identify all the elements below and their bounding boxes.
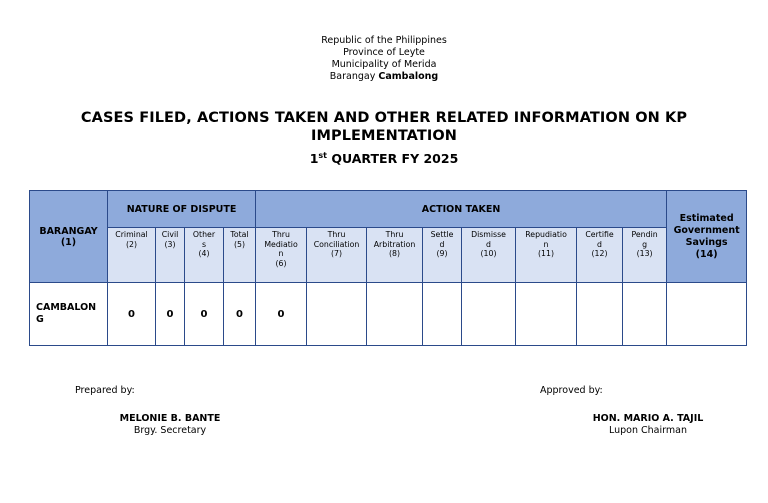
quarter-num: 1 xyxy=(309,151,319,166)
cell-col-9 xyxy=(423,283,462,346)
subheader-col-2 xyxy=(108,228,156,283)
subheader-col-12 xyxy=(577,228,623,283)
subheader-label: Repudiatio n xyxy=(525,230,567,249)
subheader-number: (8) xyxy=(389,249,401,258)
subheader-col-13 xyxy=(623,228,667,283)
subheader-label: Thru Arbitration xyxy=(373,230,416,249)
subheader-label: Settle d xyxy=(430,230,454,249)
subheader-label: Certifie d xyxy=(585,230,614,249)
barangay-header: BARANGAY (1) xyxy=(30,191,108,283)
savings-header: Estimated Government Savings (14) xyxy=(667,191,747,283)
cell-col-4: 0 xyxy=(185,283,224,346)
cell-col-13 xyxy=(623,283,667,346)
subheader-number: (12) xyxy=(591,249,608,258)
subheader-label: Other s xyxy=(192,230,216,249)
subheader-number: (5) xyxy=(233,239,246,249)
header-republic: Republic of the Philippines xyxy=(321,35,447,46)
subheader-label: Thru Mediatio n xyxy=(264,230,298,258)
subheader-col-4 xyxy=(185,228,224,283)
subheader-label: Dismisse d xyxy=(471,230,506,249)
subheader-col-8 xyxy=(367,228,423,283)
report-quarter xyxy=(0,151,768,166)
subheader-label: Total xyxy=(230,230,249,239)
subheader-col-6 xyxy=(256,228,307,283)
subheader-number: (6) xyxy=(275,258,287,268)
approver-position: Lupon Chairman xyxy=(609,425,687,436)
nature-of-dispute-header: NATURE OF DISPUTE xyxy=(108,191,256,228)
approver-name: HON. MARIO A. TAJIL xyxy=(592,413,704,424)
report-title: CASES FILED, ACTIONS TAKEN AND OTHER RELATED INFORMATION ON KP IMPLEMENTATION xyxy=(80,110,688,144)
header-province: Province of Leyte xyxy=(343,47,425,58)
subheader-number: (9) xyxy=(436,249,448,258)
subheader-col-7 xyxy=(307,228,367,283)
header-barangay-prefix: Barangay xyxy=(329,71,379,82)
subheader-label: Civil xyxy=(161,230,179,239)
action-taken-header: ACTION TAKEN xyxy=(256,191,667,228)
subheader-number: (13) xyxy=(636,249,653,258)
cell-col-2: 0 xyxy=(108,283,156,346)
subheader-number: (10) xyxy=(480,249,497,258)
subheader-number: (7) xyxy=(331,249,343,258)
subheader-number: (3) xyxy=(164,239,176,249)
approver-block xyxy=(548,413,748,437)
subheader-number: (2) xyxy=(125,239,138,249)
kp-cases-table xyxy=(29,190,747,346)
subheader-col-10 xyxy=(462,228,516,283)
approved-by-label: Approved by: xyxy=(540,385,603,396)
cell-col-3: 0 xyxy=(156,283,185,346)
cell-col-8 xyxy=(367,283,423,346)
prepared-by-label: Prepared by: xyxy=(75,385,135,396)
subheader-col-3 xyxy=(156,228,185,283)
subheader-number: (11) xyxy=(538,249,555,258)
quarter-sup: st xyxy=(318,151,328,160)
cell-col-5: 0 xyxy=(224,283,256,346)
preparer-position: Brgy. Secretary xyxy=(133,425,207,436)
cell-col-12 xyxy=(577,283,623,346)
preparer-block xyxy=(70,413,270,437)
subheader-col-5 xyxy=(224,228,256,283)
subheader-col-11 xyxy=(516,228,577,283)
cell-col-14 xyxy=(667,283,747,346)
subheader-number: (4) xyxy=(198,249,210,258)
subheader-label: Pendin g xyxy=(631,230,658,249)
header-barangay-name: Cambalong xyxy=(378,71,439,82)
subheader-label: Thru Conciliation xyxy=(313,230,360,249)
header-municipality: Municipality of Merida xyxy=(331,59,437,70)
preparer-name: MELONIE B. BANTE xyxy=(119,413,221,424)
cell-col-11 xyxy=(516,283,577,346)
cell-col-10 xyxy=(462,283,516,346)
header-barangay xyxy=(0,71,768,83)
row-barangay-cambalong: CAMBALON G xyxy=(30,283,108,346)
subheader-label: Criminal xyxy=(115,230,148,239)
cell-col-7 xyxy=(307,283,367,346)
quarter-rest: QUARTER FY 2025 xyxy=(327,151,459,166)
cell-col-6: 0 xyxy=(256,283,307,346)
subheader-col-9 xyxy=(423,228,462,283)
